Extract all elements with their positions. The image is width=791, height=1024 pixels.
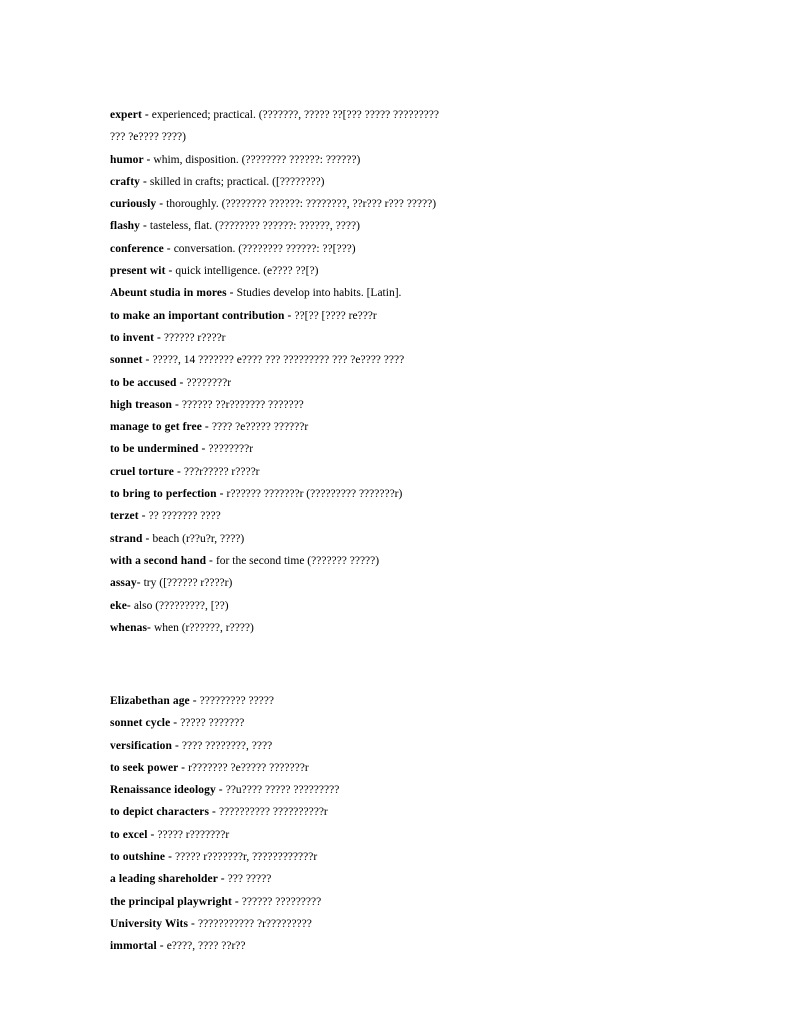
term-separator: - — [178, 761, 189, 774]
glossary-definition: ?????? ????????? — [241, 895, 322, 908]
term-separator: - — [143, 153, 154, 166]
glossary-definition: whim, disposition. (???????? ??????: ??????) — [153, 153, 361, 166]
glossary-entry — [110, 528, 450, 550]
glossary-term: sonnet — [110, 354, 143, 367]
glossary-term: University Wits — [110, 917, 189, 930]
glossary-entry — [110, 935, 450, 957]
glossary-definition: when (r??????, r????) — [153, 621, 254, 634]
glossary-term: cruel torture — [110, 465, 174, 478]
glossary-definition: ????? r???????r — [157, 828, 230, 841]
term-separator: - — [126, 599, 134, 612]
term-separator: - — [189, 695, 200, 707]
glossary-term: strand — [110, 532, 143, 545]
glossary-entry — [110, 505, 450, 527]
glossary-term: terzet — [110, 510, 139, 523]
term-separator: - — [156, 198, 167, 211]
glossary-entry — [110, 327, 450, 349]
term-separator: - — [206, 554, 216, 567]
glossary-definition: ?????, 14 ??????? e???? ??? ????????? ??? ?e???? ???? — [152, 354, 405, 367]
glossary-entry — [110, 735, 450, 757]
glossary-entry — [110, 282, 450, 304]
glossary-term: conference — [110, 242, 164, 255]
glossary-definition: ???? ????????, ???? — [181, 739, 273, 752]
glossary-entry — [110, 372, 450, 394]
term-separator: - — [138, 510, 149, 523]
glossary-entry — [110, 171, 450, 193]
term-separator: - — [154, 331, 164, 344]
glossary-entry — [110, 891, 450, 913]
glossary-entry — [110, 690, 450, 712]
glossary-term: to be accused — [110, 376, 177, 389]
glossary-definition: ??u???? ????? ????????? — [225, 784, 340, 797]
term-separator: - — [165, 265, 176, 278]
glossary-definition: r?????? ???????r (????????? ???????r) — [226, 488, 403, 501]
glossary-definition: ????????r — [186, 376, 232, 389]
term-separator: - — [142, 532, 153, 545]
glossary-term: to depict characters — [110, 806, 210, 819]
glossary-term: flashy — [110, 220, 140, 233]
term-separator: - — [141, 109, 152, 121]
glossary-definition: ??? ????? — [227, 873, 272, 886]
glossary-entry — [110, 149, 450, 171]
term-separator: - — [163, 242, 174, 255]
glossary-definition: ?????? r????r — [163, 331, 226, 344]
glossary-definition: also (?????????, [??) — [133, 599, 229, 612]
term-separator: - — [142, 354, 153, 367]
term-separator: - — [284, 309, 295, 322]
glossary-definition: beach (r??u?r, ????) — [152, 532, 245, 545]
glossary-entry — [110, 757, 450, 779]
glossary-definition: ????? r???????r, ????????????r — [175, 851, 318, 864]
glossary-entry — [110, 572, 450, 594]
glossary-entry — [110, 913, 450, 935]
glossary-definition: quick intelligence. (e???? ??[?) — [175, 265, 319, 278]
glossary-entry — [110, 868, 450, 890]
term-separator: - — [215, 784, 226, 797]
glossary-term: with a second hand — [110, 554, 207, 567]
term-separator: - — [140, 220, 150, 233]
glossary-term: a leading shareholder — [110, 873, 218, 886]
glossary-term: humor — [110, 153, 144, 166]
glossary-definition: ??[?? [???? re???r — [294, 309, 377, 322]
glossary-term: whenas — [110, 621, 148, 634]
glossary-definition: ?? ??????? ???? — [148, 510, 221, 523]
glossary-term: Abeunt studia in mores — [110, 287, 227, 300]
glossary-entry — [110, 483, 450, 505]
glossary-term: Renaissance ideology — [110, 784, 216, 797]
glossary-entry — [110, 801, 450, 823]
glossary-definition: ?????????? ??????????r — [218, 806, 328, 819]
term-separator: - — [147, 621, 154, 634]
glossary-term: immortal — [110, 940, 157, 953]
glossary-term: present wit — [110, 265, 166, 278]
term-separator: - — [217, 873, 228, 886]
glossary-term: to be undermined — [110, 443, 199, 456]
glossary-definition: r??????? ?e????? ???????r — [188, 761, 309, 774]
term-separator: - — [156, 940, 167, 953]
glossary-term: curiously — [110, 198, 157, 211]
glossary-term: sonnet cycle — [110, 717, 171, 730]
term-separator: - — [172, 398, 182, 411]
term-separator: - — [139, 175, 150, 188]
glossary-definition: thoroughly. (???????? ??????: ????????, ??r??? r??? ?????) — [166, 198, 437, 211]
glossary-block-1 — [110, 104, 450, 639]
glossary-definition: conversation. (???????? ??????: ??[???) — [173, 242, 356, 255]
glossary-entry — [110, 438, 450, 460]
glossary-definition: e????, ???? ??r?? — [166, 940, 246, 953]
glossary-term: high treason — [110, 398, 173, 411]
glossary-block-2 — [110, 690, 450, 958]
glossary-entry — [110, 104, 450, 149]
glossary-entry — [110, 238, 450, 260]
term-separator: - — [176, 376, 187, 389]
glossary-term: eke — [110, 599, 127, 612]
glossary-entry — [110, 305, 450, 327]
glossary-entry — [110, 260, 450, 282]
glossary-entry — [110, 617, 450, 639]
glossary-entry — [110, 349, 450, 371]
glossary-entry — [110, 394, 450, 416]
glossary-definition: ????? ??????? — [180, 717, 245, 730]
term-separator: - — [188, 917, 198, 930]
glossary-entry — [110, 193, 450, 215]
glossary-entry — [110, 416, 450, 438]
glossary-term: expert — [110, 109, 142, 121]
glossary-definition: tasteless, flat. (???????? ??????: ??????, ????) — [149, 220, 360, 233]
glossary-definition: experienced; practical. (???????, ????? ??[??? ????? ????????? ??? ?e???? ????) — [110, 109, 439, 144]
glossary-term: crafty — [110, 175, 140, 188]
glossary-term: to invent — [110, 331, 155, 344]
term-separator: - — [226, 287, 237, 300]
term-separator: - — [136, 577, 144, 590]
glossary-entry — [110, 550, 450, 572]
glossary-entry — [110, 595, 450, 617]
term-separator: - — [170, 717, 181, 730]
glossary-term: versification — [110, 739, 172, 752]
term-separator: - — [198, 443, 209, 456]
term-separator: - — [174, 465, 184, 478]
glossary-entry — [110, 846, 450, 868]
term-separator: - — [209, 806, 219, 819]
glossary-term: the principal playwright — [110, 895, 232, 908]
glossary-term: to make an important contribution — [110, 309, 285, 322]
glossary-definition: ???r????? r????r — [183, 465, 260, 478]
glossary-entry — [110, 215, 450, 237]
glossary-term: to outshine — [110, 851, 166, 864]
glossary-term: assay — [110, 577, 137, 590]
glossary-definition: ????????r — [208, 443, 254, 456]
glossary-definition: ????????? ????? — [199, 695, 274, 707]
glossary-entry — [110, 824, 450, 846]
glossary-definition: skilled in crafts; practical. ([????????) — [149, 175, 325, 188]
glossary-definition: ???? ?e????? ??????r — [211, 421, 309, 434]
term-separator: - — [171, 739, 182, 752]
glossary-term: manage to get free — [110, 421, 202, 434]
glossary-definition: try ([?????? r????r) — [143, 577, 233, 590]
term-separator: - — [201, 421, 212, 434]
term-separator: - — [147, 828, 158, 841]
glossary-term: to bring to perfection — [110, 488, 217, 501]
glossary-term: to seek power — [110, 761, 179, 774]
glossary-term: to excel — [110, 828, 148, 841]
glossary-entry — [110, 712, 450, 734]
glossary-definition: Studies develop into habits. [Latin]. — [236, 287, 402, 300]
glossary-definition: ??????????? ?r????????? — [197, 917, 312, 930]
term-separator: - — [231, 895, 242, 908]
glossary-entry — [110, 461, 450, 483]
glossary-definition: for the second time (??????? ?????) — [215, 554, 380, 567]
glossary-entry — [110, 779, 450, 801]
term-separator: - — [216, 488, 227, 501]
glossary-definition: ?????? ??r??????? ??????? — [181, 398, 304, 411]
term-separator: - — [165, 851, 175, 864]
glossary-term: Elizabethan age — [110, 695, 190, 707]
